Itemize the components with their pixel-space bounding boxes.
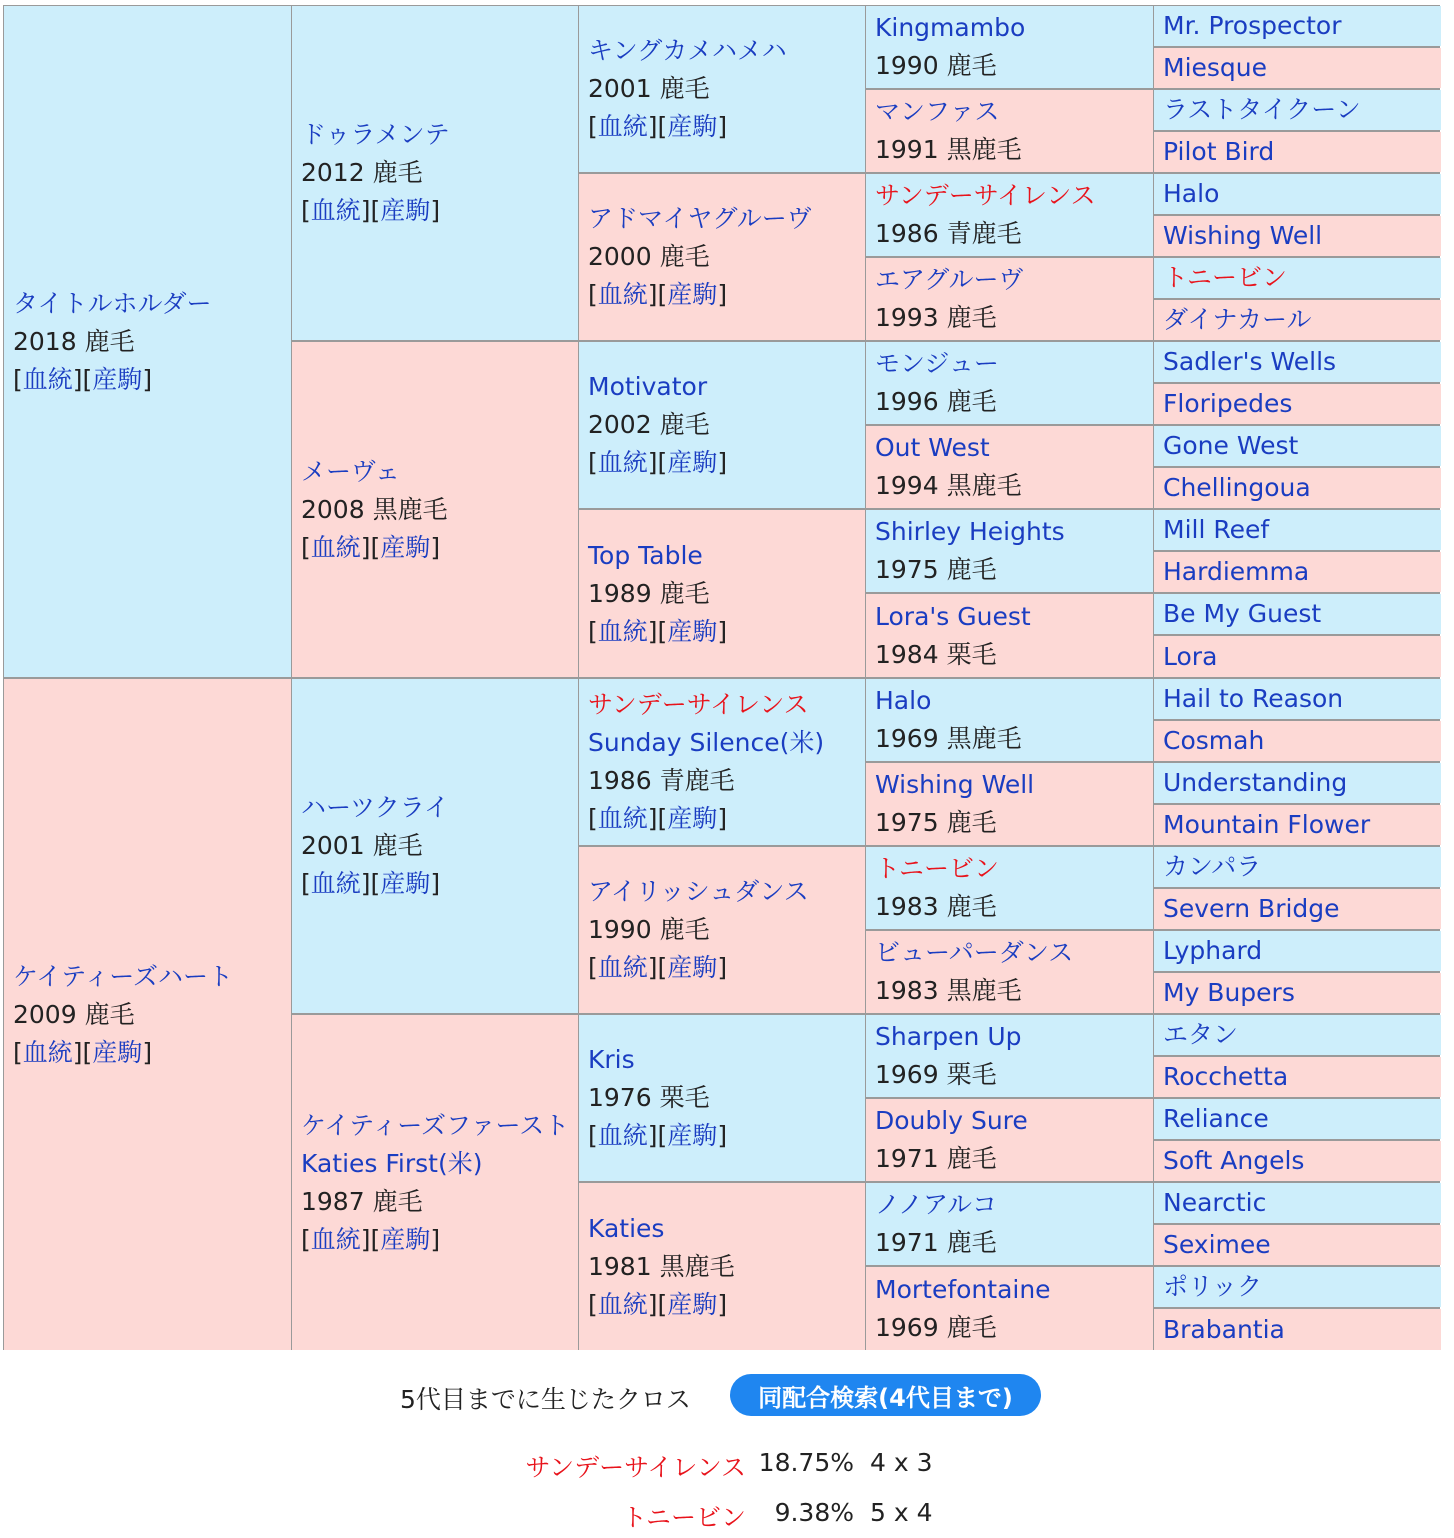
pedigree-cell-gen5 (1154, 889, 1441, 929)
pedigree-links: [血統][産駒] (588, 953, 728, 982)
horse-name-link[interactable]: Soft Angels (1163, 1146, 1305, 1175)
horse-name-link[interactable]: モンジュー (875, 349, 999, 378)
bloodline-link[interactable]: 血統 (597, 953, 648, 982)
offspring-link[interactable]: 産駒 (667, 953, 718, 982)
pedigree-links: [血統][産駒] (588, 112, 728, 141)
same-mating-search-button[interactable]: 同配合検索(4代目まで) (730, 1374, 1041, 1416)
horse-name-link[interactable]: Chellingoua (1163, 473, 1311, 502)
horse-name-link[interactable]: Doubly Sure (875, 1106, 1028, 1135)
pedigree-links: [血統][産駒] (301, 196, 441, 225)
pedigree-cell-gen5 (1154, 805, 1441, 845)
horse-name-link[interactable]: Floripedes (1163, 389, 1293, 418)
bloodline-link[interactable]: 血統 (597, 1121, 648, 1150)
horse-name-link[interactable]: ケイティーズファースト (301, 1110, 570, 1140)
pedigree-cell-gen5 (1154, 1183, 1441, 1223)
birth-year-coat: 1976 栗毛 (588, 1083, 710, 1112)
horse-name-link[interactable]: ダイナカール (1163, 305, 1312, 334)
pedigree-table (3, 5, 1440, 1350)
offspring-link[interactable]: 産駒 (667, 804, 718, 833)
horse-name-link[interactable]: Out West (875, 433, 990, 462)
horse-name-link[interactable]: Mountain Flower (1163, 810, 1371, 839)
cross-ratio: 4 x 3 (870, 1448, 933, 1477)
pedigree-links: [血統][産駒] (588, 616, 728, 646)
horse-name-link[interactable]: Cosmah (1163, 726, 1265, 755)
pedigree-cell-gen1 (4, 679, 291, 1350)
pedigree-cell-gen3 (579, 1015, 865, 1181)
birth-year-coat: 1984 栗毛 (875, 639, 997, 669)
offspring-link[interactable]: 産駒 (667, 280, 718, 309)
bloodline-link[interactable]: 血統 (22, 1037, 73, 1067)
horse-name-link[interactable]: Understanding (1163, 768, 1348, 797)
cross-percent: 18.75% (758, 1448, 854, 1477)
horse-name-link[interactable]: トニービン (1163, 263, 1288, 292)
birth-year-coat: 1989 鹿毛 (588, 578, 710, 608)
pedigree-cell-gen5 (1154, 1141, 1441, 1181)
pedigree-cell-gen5 (1154, 721, 1441, 761)
cross-ratio: 5 x 4 (870, 1498, 933, 1527)
horse-name-link[interactable]: Kingmambo (875, 13, 1026, 42)
birth-year-coat: 1969 鹿毛 (875, 1312, 997, 1342)
birth-year-coat: 1975 鹿毛 (875, 555, 997, 584)
pedigree-cell-gen5 (1154, 468, 1441, 508)
pedigree-cell-gen5 (1154, 174, 1441, 214)
horse-name-link[interactable]: Brabantia (1163, 1314, 1285, 1344)
pedigree-cell-gen5 (1154, 847, 1441, 887)
pedigree-cell-gen3 (579, 1183, 865, 1350)
horse-name-link[interactable]: ドゥラメンテ (301, 120, 450, 149)
birth-year-coat: 1990 鹿毛 (588, 915, 710, 944)
pedigree-cell-gen5 (1154, 342, 1441, 382)
pedigree-cell-gen3 (579, 174, 865, 340)
horse-name-link[interactable]: Pilot Bird (1163, 137, 1275, 166)
offspring-link[interactable]: 産駒 (92, 364, 143, 394)
pedigree-cell-gen5 (1154, 679, 1441, 719)
horse-name-link[interactable]: ラストタイクーン (1163, 95, 1361, 124)
pedigree-cell-gen4 (866, 342, 1153, 424)
horse-name-link[interactable]: Sharpen Up (875, 1022, 1022, 1051)
horse-name-link[interactable]: Halo (1163, 179, 1220, 208)
pedigree-cell-gen2 (292, 1015, 578, 1350)
horse-name-link[interactable]: サンデーサイレンス (875, 181, 1096, 210)
pedigree-cell-gen4 (866, 1015, 1153, 1097)
horse-name-link[interactable]: Gone West (1163, 431, 1299, 460)
horse-name-link[interactable]: Lyphard (1163, 936, 1263, 965)
birth-year-coat: 2002 鹿毛 (588, 410, 710, 439)
offspring-link[interactable]: 産駒 (667, 448, 718, 477)
pedigree-cell-gen4 (866, 594, 1153, 677)
horse-name-link[interactable]: アイリッシュダンス (588, 877, 809, 906)
pedigree-links: [血統][産駒] (588, 1121, 728, 1150)
pedigree-cell-gen5 (1154, 1309, 1441, 1350)
birth-year-coat: 1971 鹿毛 (875, 1228, 997, 1257)
pedigree-cell-gen5 (1154, 216, 1441, 256)
pedigree-links: [血統][産駒] (13, 364, 153, 394)
horse-name-link[interactable]: サンデーサイレンス (588, 690, 809, 719)
horse-name-link[interactable]: キングカメハメハ (588, 36, 787, 65)
offspring-link[interactable]: 産駒 (667, 1121, 718, 1150)
pedigree-cell-gen5 (1154, 300, 1441, 340)
horse-name-link[interactable]: Halo (875, 686, 932, 715)
horse-name-link[interactable]: Rocchetta (1163, 1062, 1289, 1091)
pedigree-links: [血統][産駒] (301, 1224, 441, 1254)
birth-year-coat: 1986 青鹿毛 (875, 219, 1022, 248)
horse-name-link[interactable]: Miesque (1163, 53, 1268, 82)
offspring-link[interactable]: 産駒 (380, 869, 431, 898)
pedigree-cell-gen4 (866, 426, 1153, 508)
birth-year-coat: 1986 青鹿毛 (588, 766, 735, 795)
pedigree-cell-gen5 (1154, 636, 1441, 677)
pedigree-cell-gen5 (1154, 1015, 1441, 1055)
horse-name-link[interactable]: Reliance (1163, 1104, 1269, 1133)
horse-name-link[interactable]: トニービン (875, 854, 1000, 883)
horse-name-link[interactable]: Hardiemma (1163, 557, 1310, 586)
birth-year-coat: 2001 鹿毛 (588, 74, 710, 103)
pedigree-cell-gen5 (1154, 1267, 1441, 1307)
horse-name-link[interactable]: ビューパーダンス (875, 938, 1074, 967)
offspring-link[interactable]: 産駒 (92, 1037, 143, 1067)
bloodline-link[interactable]: 血統 (597, 448, 648, 477)
pedigree-cell-gen5 (1154, 763, 1441, 803)
offspring-link[interactable]: 産駒 (380, 196, 431, 225)
pedigree-links: [血統][産駒] (13, 1037, 153, 1067)
horse-name-link[interactable]: エタン (1163, 1020, 1239, 1049)
birth-year-coat: 2009 鹿毛 (13, 999, 135, 1029)
pedigree-cell-gen2 (292, 6, 578, 340)
cross-horse-name[interactable]: トニービン (621, 1503, 746, 1532)
pedigree-links: [血統][産駒] (301, 532, 441, 562)
pedigree-links: [血統][産駒] (588, 448, 728, 477)
horse-name-link[interactable]: ノノアルコ (875, 1190, 998, 1219)
horse-name-link[interactable]: Sadler's Wells (1163, 347, 1337, 376)
pedigree-cell-gen5 (1154, 1099, 1441, 1139)
bloodline-link[interactable]: 血統 (22, 364, 73, 394)
pedigree-cell-gen5 (1154, 384, 1441, 424)
pedigree-cell-gen5 (1154, 90, 1441, 130)
birth-year-coat: 2008 黒鹿毛 (301, 494, 448, 524)
pedigree-cell-gen5 (1154, 1225, 1441, 1265)
horse-name-link[interactable]: Mill Reef (1163, 515, 1270, 544)
pedigree-cell-gen4 (866, 258, 1153, 340)
birth-year-coat: 2018 鹿毛 (13, 326, 135, 356)
pedigree-cell-gen4 (866, 931, 1153, 1013)
bloodline-link[interactable]: 血統 (310, 196, 361, 225)
bloodline-link[interactable]: 血統 (310, 869, 361, 898)
pedigree-cell-gen5 (1154, 258, 1441, 298)
bloodline-link[interactable]: 血統 (597, 1289, 648, 1319)
offspring-link[interactable]: 産駒 (380, 1224, 431, 1254)
horse-english-name-link[interactable]: Katies First(米) (301, 1148, 483, 1178)
birth-year-coat: 1983 黒鹿毛 (875, 976, 1022, 1005)
pedigree-cell-gen4 (866, 1267, 1153, 1350)
birth-year-coat: 1969 黒鹿毛 (875, 724, 1022, 753)
birth-year-coat: 1975 鹿毛 (875, 808, 997, 837)
horse-name-link[interactable]: Hail to Reason (1163, 684, 1344, 713)
horse-name-link[interactable]: Mortefontaine (875, 1274, 1051, 1304)
pedigree-cell-gen4 (866, 1183, 1153, 1265)
pedigree-cell-gen5 (1154, 510, 1441, 550)
pedigree-cell-gen3 (579, 679, 865, 845)
pedigree-cell-gen5 (1154, 1057, 1441, 1097)
horse-name-link[interactable]: ハーツクライ (301, 793, 450, 822)
pedigree-cell-gen3 (579, 342, 865, 508)
offspring-link[interactable]: 産駒 (667, 616, 718, 646)
pedigree-cell-gen4 (866, 174, 1153, 256)
offspring-link[interactable]: 産駒 (667, 112, 718, 141)
horse-name-link[interactable]: Wishing Well (1163, 221, 1323, 250)
birth-year-coat: 2001 鹿毛 (301, 831, 423, 860)
pedigree-cell-gen5 (1154, 132, 1441, 172)
horse-name-link[interactable]: カンパラ (1163, 852, 1262, 881)
cross-row (0, 1498, 1454, 1538)
pedigree-cell-gen5 (1154, 6, 1441, 46)
pedigree-cell-gen5 (1154, 931, 1441, 971)
cross-title: 5代目までに生じたクロス (400, 1385, 691, 1414)
pedigree-cell-gen5 (1154, 48, 1441, 88)
pedigree-cell-gen5 (1154, 426, 1441, 466)
birth-year-coat: 1987 鹿毛 (301, 1186, 423, 1216)
birth-year-coat: 1971 鹿毛 (875, 1144, 997, 1173)
horse-name-link[interactable]: Kris (588, 1045, 635, 1074)
birth-year-coat: 1983 鹿毛 (875, 892, 997, 921)
pedigree-cell-gen4 (866, 510, 1153, 592)
horse-name-link[interactable]: Mr. Prospector (1163, 11, 1342, 40)
pedigree-cell-gen4 (866, 90, 1153, 172)
pedigree-cell-gen5 (1154, 552, 1441, 592)
horse-name-link[interactable]: Motivator (588, 372, 708, 401)
cross-row (0, 1448, 1454, 1488)
birth-year-coat: 2000 鹿毛 (588, 242, 710, 271)
horse-name-link[interactable]: Wishing Well (875, 770, 1035, 799)
horse-name-link[interactable]: Seximee (1163, 1230, 1271, 1259)
pedigree-cell-gen2 (292, 679, 578, 1013)
horse-name-link[interactable]: アドマイヤグルーヴ (588, 204, 812, 233)
pedigree-cell-gen3 (579, 847, 865, 1013)
horse-name-link[interactable]: ポリック (1163, 1272, 1263, 1301)
birth-year-coat: 1969 栗毛 (875, 1060, 997, 1089)
offspring-link[interactable]: 産駒 (667, 1289, 718, 1319)
pedigree-cell-gen4 (866, 763, 1153, 845)
horse-name-link[interactable]: エアグルーヴ (875, 265, 1024, 294)
pedigree-cell-gen2 (292, 342, 578, 677)
bloodline-link[interactable]: 血統 (597, 804, 648, 833)
birth-year-coat: 1991 黒鹿毛 (875, 135, 1022, 164)
pedigree-links: [血統][産駒] (588, 1289, 728, 1319)
pedigree-cell-gen5 (1154, 594, 1441, 634)
birth-year-coat: 1996 鹿毛 (875, 387, 997, 416)
bloodline-link[interactable]: 血統 (310, 1224, 361, 1254)
offspring-link[interactable]: 産駒 (380, 532, 431, 562)
cross-horse-name[interactable]: サンデーサイレンス (525, 1453, 746, 1482)
pedigree-cell-gen1 (4, 6, 291, 677)
cross-section (0, 1350, 1454, 1530)
horse-name-link[interactable]: ケイティーズハート (13, 961, 234, 991)
pedigree-cell-gen4 (866, 679, 1153, 761)
pedigree-links: [血統][産駒] (588, 804, 728, 833)
bloodline-link[interactable]: 血統 (597, 280, 648, 309)
horse-name-link[interactable]: タイトルホルダー (13, 288, 212, 318)
horse-name-link[interactable]: My Bupers (1163, 978, 1295, 1007)
horse-name-link[interactable]: Lora (1163, 641, 1218, 671)
pedigree-cell-gen4 (866, 847, 1153, 929)
horse-name-link[interactable]: Severn Bridge (1163, 894, 1340, 923)
pedigree-cell-gen5 (1154, 973, 1441, 1013)
birth-year-coat: 1990 鹿毛 (875, 51, 997, 80)
birth-year-coat: 1981 黒鹿毛 (588, 1251, 735, 1281)
birth-year-coat: 1993 鹿毛 (875, 303, 997, 332)
horse-name-link[interactable]: マンファス (875, 97, 1000, 126)
cross-percent: 9.38% (774, 1498, 854, 1527)
pedigree-cell-gen4 (866, 1099, 1153, 1181)
pedigree-cell-gen3 (579, 6, 865, 172)
pedigree-cell-gen3 (579, 510, 865, 677)
pedigree-links: [血統][産駒] (301, 869, 441, 898)
horse-name-link[interactable]: Shirley Heights (875, 517, 1065, 546)
bloodline-link[interactable]: 血統 (310, 532, 361, 562)
horse-name-link[interactable]: Be My Guest (1163, 599, 1322, 628)
birth-year-coat: 2012 鹿毛 (301, 158, 423, 187)
horse-name-link[interactable]: メーヴェ (301, 456, 401, 486)
pedigree-cell-gen4 (866, 6, 1153, 88)
pedigree-links: [血統][産駒] (588, 280, 728, 309)
horse-name-link[interactable]: Top Table (588, 540, 703, 570)
bloodline-link[interactable]: 血統 (597, 616, 648, 646)
horse-name-link[interactable]: Katies (588, 1213, 665, 1243)
horse-name-link[interactable]: Nearctic (1163, 1188, 1267, 1217)
bloodline-link[interactable]: 血統 (597, 112, 648, 141)
horse-name-link[interactable]: Lora's Guest (875, 601, 1031, 631)
birth-year-coat: 1994 黒鹿毛 (875, 471, 1022, 500)
horse-english-name-link[interactable]: Sunday Silence(米) (588, 728, 825, 757)
